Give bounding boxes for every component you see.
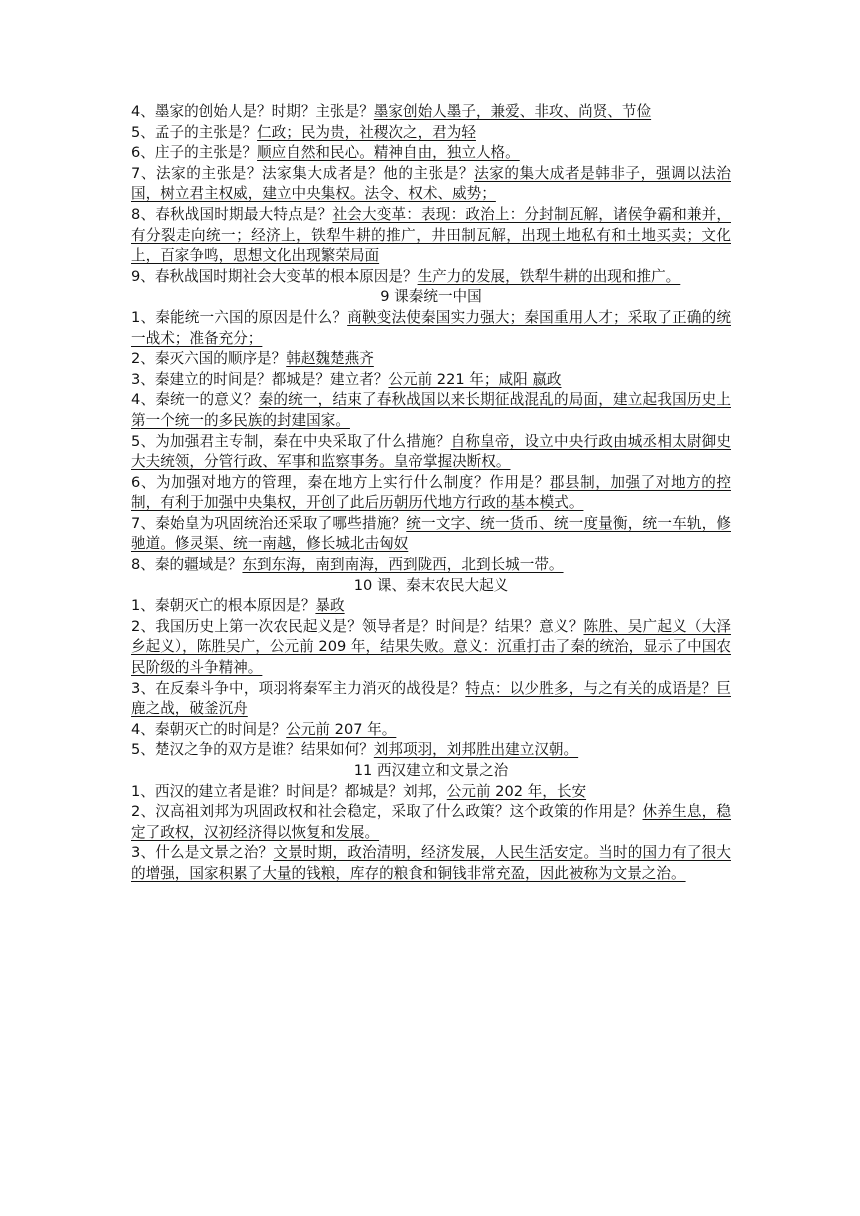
question-text: 9、春秋战国时期社会大变革的根本原因是？	[131, 267, 418, 285]
qa-item	[131, 596, 731, 617]
answer-text: 刘邦项羽，刘邦胜出建立汉朝。	[373, 741, 579, 759]
qa-item	[131, 308, 731, 349]
qa-item	[131, 164, 731, 205]
qa-item	[131, 349, 731, 370]
qa-item	[131, 782, 731, 803]
answer-text: 仁政；民为贵，社稷次之，君为轻	[257, 123, 476, 141]
qa-item	[131, 843, 731, 884]
answer-text: 特点：以少胜多，与之有关的成语是？巨鹿之战，破釜沉舟	[131, 679, 731, 718]
document-page	[131, 102, 731, 885]
question-text: 8、春秋战国时期最大特点是？	[131, 205, 333, 223]
question-text: 1、西汉的建立者是谁？时间是？都城是？刘邦，	[131, 782, 447, 800]
question-text: 3、秦建立的时间是？都城是？建立者？	[131, 370, 389, 388]
answer-text: 秦的统一，结束了春秋战国以来长期征战混乱的局面，建立起我国历史上第一个统一的多民族的封建国家。	[131, 391, 731, 429]
answer-text: 生产力的发展，铁犁牛耕的出现和推广。	[417, 267, 681, 285]
question-text: 1、秦朝灭亡的根本原因是？	[131, 597, 316, 615]
qa-item	[131, 123, 731, 144]
answer-text: 公元前 221 年；咸阳 嬴政	[388, 370, 562, 388]
answer-text: 统一文字、统一货币、统一度量衡，统一车轨，修驰道。修灵渠、统一南越，修长城北击匈奴	[131, 514, 731, 553]
question-text: 7、法家的主张是？法家集大成者是？他的主张是？	[131, 164, 475, 182]
question-text: 2、汉高祖刘邦为巩固政权和社会稳定，采取了什么政策？这个政策的作用是？	[131, 803, 643, 821]
question-text: 6、为加强对地方的管理，秦在地方上实行什么制度？作用是？	[131, 473, 550, 491]
qa-item	[131, 617, 731, 679]
answer-text: 顺应自然和民心。精神自由，独立人格。	[257, 144, 520, 162]
question-text: 3、在反秦斗争中，项羽将秦军主力消灭的战役是？	[131, 679, 466, 697]
qa-item	[131, 514, 731, 555]
question-text: 7、秦始皇为巩固统治还采取了哪些措施？	[131, 514, 407, 532]
answer-text: 社会大变革：表现：政治上：分封制瓦解，诸侯争霸和兼并，有分裂走向统一；经济上，铁犁牛耕的推广，井田制瓦解，出现土地私有和土地买卖；文化上，百家争鸣，思想文化出现繁荣局面	[131, 205, 731, 265]
qa-item	[131, 679, 731, 720]
answer-text: 法家的集大成者是韩非子，强调以法治国，树立君主权威，建立中央集权。法令、权术、威势；	[131, 164, 731, 203]
question-text: 6、庄子的主张是？	[131, 144, 258, 162]
question-text: 3、什么是文景之治？	[131, 844, 274, 862]
answer-text: 休养生息，稳定了政权，汉初经济得以恢复和发展。	[131, 803, 731, 841]
section-heading: 9 课秦统一中国	[380, 288, 482, 306]
qa-item	[131, 555, 731, 576]
question-text: 5、孟子的主张是？	[131, 123, 258, 141]
answer-text: 自称皇帝，设立中央行政由城丞相太尉御史大夫统领，分管行政、军事和监察事务。皇帝掌握决断权。	[131, 432, 731, 471]
answer-text: 东到东海，南到南海，西到陇西，北到长城一带。	[242, 556, 564, 574]
answer-text: 商鞅变法使秦国实力强大；秦国重用人才；采取了正确的统一战术；准备充分；	[131, 308, 731, 347]
qa-item	[131, 267, 731, 288]
question-text: 4、秦统一的意义？	[131, 391, 259, 409]
answer-text: 郡县制，加强了对地方的控制，有利于加强中央集权，开创了此后历朝历代地方行政的基本模式。	[131, 473, 731, 512]
section-heading: 10 课、秦末农民大起义	[353, 576, 509, 594]
question-text: 5、楚汉之争的双方是谁？结果如何？	[131, 741, 374, 759]
qa-item	[131, 390, 731, 431]
qa-item	[131, 473, 731, 514]
qa-item	[131, 720, 731, 741]
question-text: 2、秦灭六国的顺序是？	[131, 350, 287, 368]
answer-text: 暴政	[315, 597, 345, 615]
qa-item	[131, 143, 731, 164]
section-heading: 11 西汉建立和文景之治	[353, 762, 509, 779]
answer-text: 公元前 202 年，长安	[446, 782, 587, 800]
question-text: 1、秦能统一六国的原因是什么？	[131, 308, 348, 326]
qa-item	[131, 740, 731, 761]
answer-text: 文景时期，政治清明，经济发展，人民生活安定。当时的国力有了很大的增强，国家积累了大量的钱粮，库存的粮食和铜钱非常充盈，因此被称为文景之治。	[131, 844, 731, 882]
qa-item	[131, 432, 731, 473]
answer-text: 公元前 207 年。	[286, 720, 397, 738]
question-text: 2、我国历史上第一次农民起义是？领导者是？时间是？结果？意义？	[131, 617, 584, 635]
answer-text: 陈胜、吴广起义（大泽乡起义），陈胜吴广，公元前 209 年，结果失败。意义：沉重打击了秦的统治，显示了中国农民阶级的斗争精神。	[131, 617, 731, 677]
answer-text: 墨家创始人墨子，兼爱、非攻、尚贤、节俭	[373, 103, 652, 120]
answer-text: 韩赵魏楚燕齐	[286, 350, 374, 368]
question-text: 5、为加强君主专制，秦在中央采取了什么措施？	[131, 432, 451, 450]
question-text: 8、秦的疆域是？	[131, 556, 243, 574]
qa-item	[131, 802, 731, 843]
question-text: 4、秦朝灭亡的时间是？	[131, 720, 287, 738]
qa-item	[131, 205, 731, 267]
qa-item	[131, 102, 731, 123]
qa-item	[131, 370, 731, 391]
question-text: 4、墨家的创始人是？时期？主张是？	[131, 103, 374, 120]
